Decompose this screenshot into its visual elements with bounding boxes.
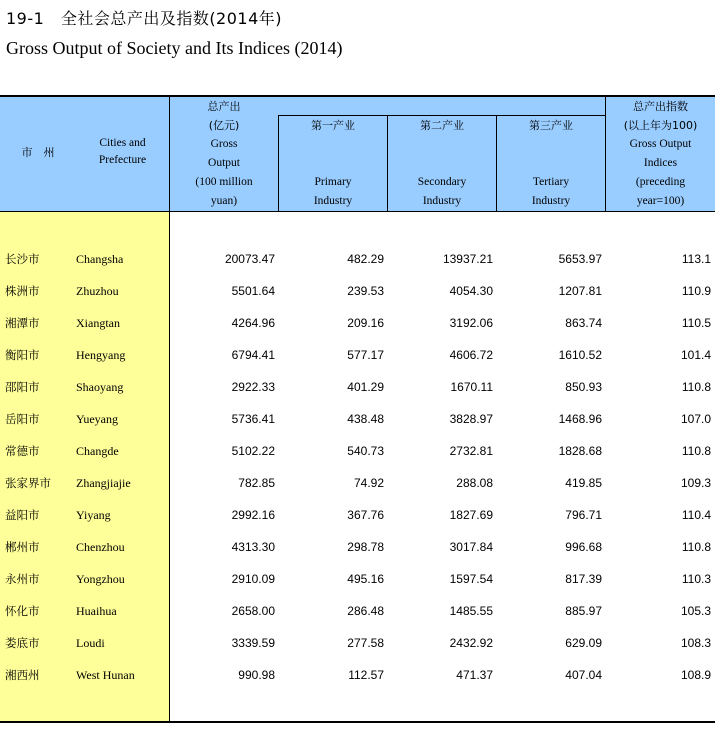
city-name-en: Yongzhou	[76, 572, 125, 586]
header-index-en-2: Indices	[643, 157, 678, 169]
header-gross-en-4: yuan)	[210, 195, 238, 207]
header-secondary-en-2: Industry	[422, 195, 462, 207]
city-name-en: Chenzhou	[76, 540, 125, 554]
gross-output-value: 20073.47	[224, 252, 275, 266]
table-row	[0, 313, 715, 333]
city-name-en: Zhuzhou	[76, 284, 119, 298]
header-tertiary-en	[497, 173, 605, 211]
city-name-en: Xiangtan	[76, 316, 120, 330]
tertiary-value: 817.39	[565, 572, 602, 586]
secondary-value: 1670.11	[450, 380, 493, 394]
primary-value: 239.53	[347, 284, 384, 298]
secondary-value: 1827.69	[449, 508, 493, 522]
secondary-value: 13937.21	[442, 252, 493, 266]
header-index-en-1: Gross Output	[629, 138, 692, 150]
table-row	[0, 505, 715, 525]
primary-value: 482.29	[347, 252, 384, 266]
city-name-en: Zhangjiajie	[76, 476, 131, 490]
header-secondary-cn: 第二产业	[420, 119, 464, 132]
table-row	[0, 633, 715, 653]
primary-value: 438.48	[347, 412, 384, 426]
tertiary-value: 1207.81	[558, 284, 602, 298]
primary-value: 540.73	[347, 444, 384, 458]
primary-value: 286.48	[347, 604, 384, 618]
table-row	[0, 601, 715, 621]
header-gross-output	[170, 97, 278, 211]
header-index-en-3: (preceding	[635, 176, 686, 188]
header-city-en-line2: Prefecture	[98, 154, 147, 166]
header-city-en-line1: Cities and	[99, 137, 146, 149]
header-bottom-rule	[0, 211, 715, 212]
gross-output-value: 6794.41	[231, 348, 275, 362]
tertiary-value: 1468.96	[558, 412, 602, 426]
secondary-value: 288.08	[456, 476, 493, 490]
index-value: 113.1	[681, 252, 711, 266]
header-tertiary	[497, 116, 605, 135]
city-name-en: West Hunan	[76, 668, 135, 682]
primary-value: 74.92	[353, 476, 384, 490]
city-name-en: Yueyang	[76, 412, 118, 426]
index-value: 110.9	[681, 284, 711, 298]
gross-output-value: 782.85	[238, 476, 275, 490]
table-row	[0, 537, 715, 557]
secondary-value: 4054.30	[449, 284, 493, 298]
tertiary-value: 1610.52	[558, 348, 602, 362]
index-value: 110.8	[681, 444, 711, 458]
tertiary-value: 996.68	[565, 540, 602, 554]
city-name-cn: 岳阳市	[5, 412, 40, 426]
header-gross-unit: (亿元)	[208, 119, 240, 132]
table-row	[0, 473, 715, 493]
table-bottom-rule	[0, 721, 715, 723]
header-city-cn: 市 州	[21, 146, 55, 159]
header-primary-cn: 第一产业	[311, 119, 355, 132]
gross-output-value: 5736.41	[231, 412, 275, 426]
header-city	[0, 143, 76, 163]
secondary-value: 1597.54	[449, 572, 493, 586]
city-name-en: Yiyang	[76, 508, 111, 522]
city-name-cn: 长沙市	[5, 252, 40, 266]
header-gross-en-1: Gross	[210, 138, 238, 150]
table-row	[0, 345, 715, 365]
gross-output-value: 4264.96	[231, 316, 275, 330]
city-name-cn: 湘西州	[5, 668, 40, 682]
tertiary-value: 863.74	[565, 316, 602, 330]
city-name-cn: 邵阳市	[5, 380, 40, 394]
primary-value: 577.17	[347, 348, 384, 362]
index-value: 110.3	[681, 572, 711, 586]
header-tertiary-cn: 第三产业	[529, 119, 573, 132]
gross-output-value: 3339.59	[231, 636, 275, 650]
city-name-cn: 益阳市	[5, 508, 40, 522]
city-name-en: Changde	[76, 444, 119, 458]
table-row	[0, 665, 715, 685]
table-row	[0, 441, 715, 461]
index-value: 110.5	[681, 316, 711, 330]
secondary-value: 471.37	[456, 668, 493, 682]
index-value: 101.4	[680, 348, 711, 362]
tertiary-value: 5653.97	[558, 252, 602, 266]
table-row	[0, 569, 715, 589]
header-primary-en-2: Industry	[313, 195, 353, 207]
table-row	[0, 377, 715, 397]
primary-value: 209.16	[347, 316, 384, 330]
gross-output-value: 4313.30	[231, 540, 275, 554]
index-value: 110.8	[681, 380, 711, 394]
tertiary-value: 796.71	[565, 508, 602, 522]
city-name-cn: 娄底市	[5, 636, 40, 650]
city-name-cn: 株洲市	[5, 284, 40, 298]
tertiary-value: 629.09	[565, 636, 602, 650]
city-name-cn: 郴州市	[5, 540, 40, 554]
index-value: 110.8	[681, 540, 711, 554]
secondary-value: 3017.84	[449, 540, 493, 554]
header-output-index	[606, 97, 715, 211]
index-value: 110.4	[681, 508, 711, 522]
header-secondary	[388, 116, 496, 135]
city-name-cn: 湘潭市	[5, 316, 40, 330]
index-value: 105.3	[680, 604, 711, 618]
secondary-value: 4606.72	[449, 348, 493, 362]
secondary-value: 2432.92	[449, 636, 493, 650]
gross-output-value: 2992.16	[231, 508, 275, 522]
header-secondary-en	[388, 173, 496, 211]
city-name-en: Loudi	[76, 636, 105, 650]
header-primary-en	[279, 173, 387, 211]
primary-value: 401.29	[347, 380, 384, 394]
gross-output-value: 2922.33	[231, 380, 275, 394]
primary-value: 298.78	[347, 540, 384, 554]
city-name-cn: 张家界市	[5, 476, 51, 490]
page-title-cn: 19-1 全社会总产出及指数(2014年)	[6, 9, 283, 28]
header-city-en	[76, 135, 169, 169]
city-name-en: Hengyang	[76, 348, 126, 362]
tertiary-value: 1828.68	[558, 444, 602, 458]
city-name-cn: 衡阳市	[5, 348, 40, 362]
header-gross-cn: 总产出	[207, 100, 241, 113]
city-name-cn: 常德市	[5, 444, 40, 458]
header-index-en-4: year=100)	[636, 195, 685, 207]
gross-output-value: 5102.22	[231, 444, 275, 458]
gross-output-value: 5501.64	[231, 284, 275, 298]
city-name-en: Shaoyang	[76, 380, 124, 394]
secondary-value: 3828.97	[449, 412, 493, 426]
page-title-en: Gross Output of Society and Its Indices (2014)	[6, 38, 343, 58]
index-value: 107.0	[680, 412, 711, 426]
table-row	[0, 249, 715, 269]
secondary-value: 2732.81	[449, 444, 493, 458]
city-name-en: Changsha	[76, 252, 124, 266]
city-name-en: Huaihua	[76, 604, 117, 618]
index-value: 108.3	[680, 636, 711, 650]
gross-output-value: 2910.09	[231, 572, 275, 586]
tertiary-value: 850.93	[565, 380, 602, 394]
header-gross-en-2: Output	[208, 157, 240, 169]
header-primary-en-1: Primary	[314, 176, 352, 188]
secondary-value: 1485.55	[449, 604, 493, 618]
header-primary	[279, 116, 387, 135]
gross-output-value: 990.98	[238, 668, 275, 682]
primary-value: 495.16	[347, 572, 384, 586]
gross-output-value: 2658.00	[231, 604, 275, 618]
header-index-cn: 总产出指数	[633, 100, 688, 113]
header-tertiary-en-2: Industry	[531, 195, 571, 207]
header-index-cn-2: (以上年为100)	[623, 119, 698, 132]
tertiary-value: 885.97	[565, 604, 602, 618]
header-tertiary-en-1: Tertiary	[532, 176, 570, 188]
city-name-cn: 永州市	[5, 572, 40, 586]
primary-value: 367.76	[347, 508, 384, 522]
header-secondary-en-1: Secondary	[417, 176, 467, 188]
secondary-value: 3192.06	[449, 316, 493, 330]
primary-value: 277.58	[347, 636, 384, 650]
city-name-cn: 怀化市	[5, 604, 40, 618]
tertiary-value: 419.85	[565, 476, 602, 490]
primary-value: 112.57	[348, 668, 384, 682]
index-value: 108.9	[680, 668, 711, 682]
tertiary-value: 407.04	[565, 668, 602, 682]
table-row	[0, 409, 715, 429]
table-row	[0, 281, 715, 301]
header-gross-en-3: (100 million	[195, 176, 253, 188]
index-value: 109.3	[680, 476, 711, 490]
